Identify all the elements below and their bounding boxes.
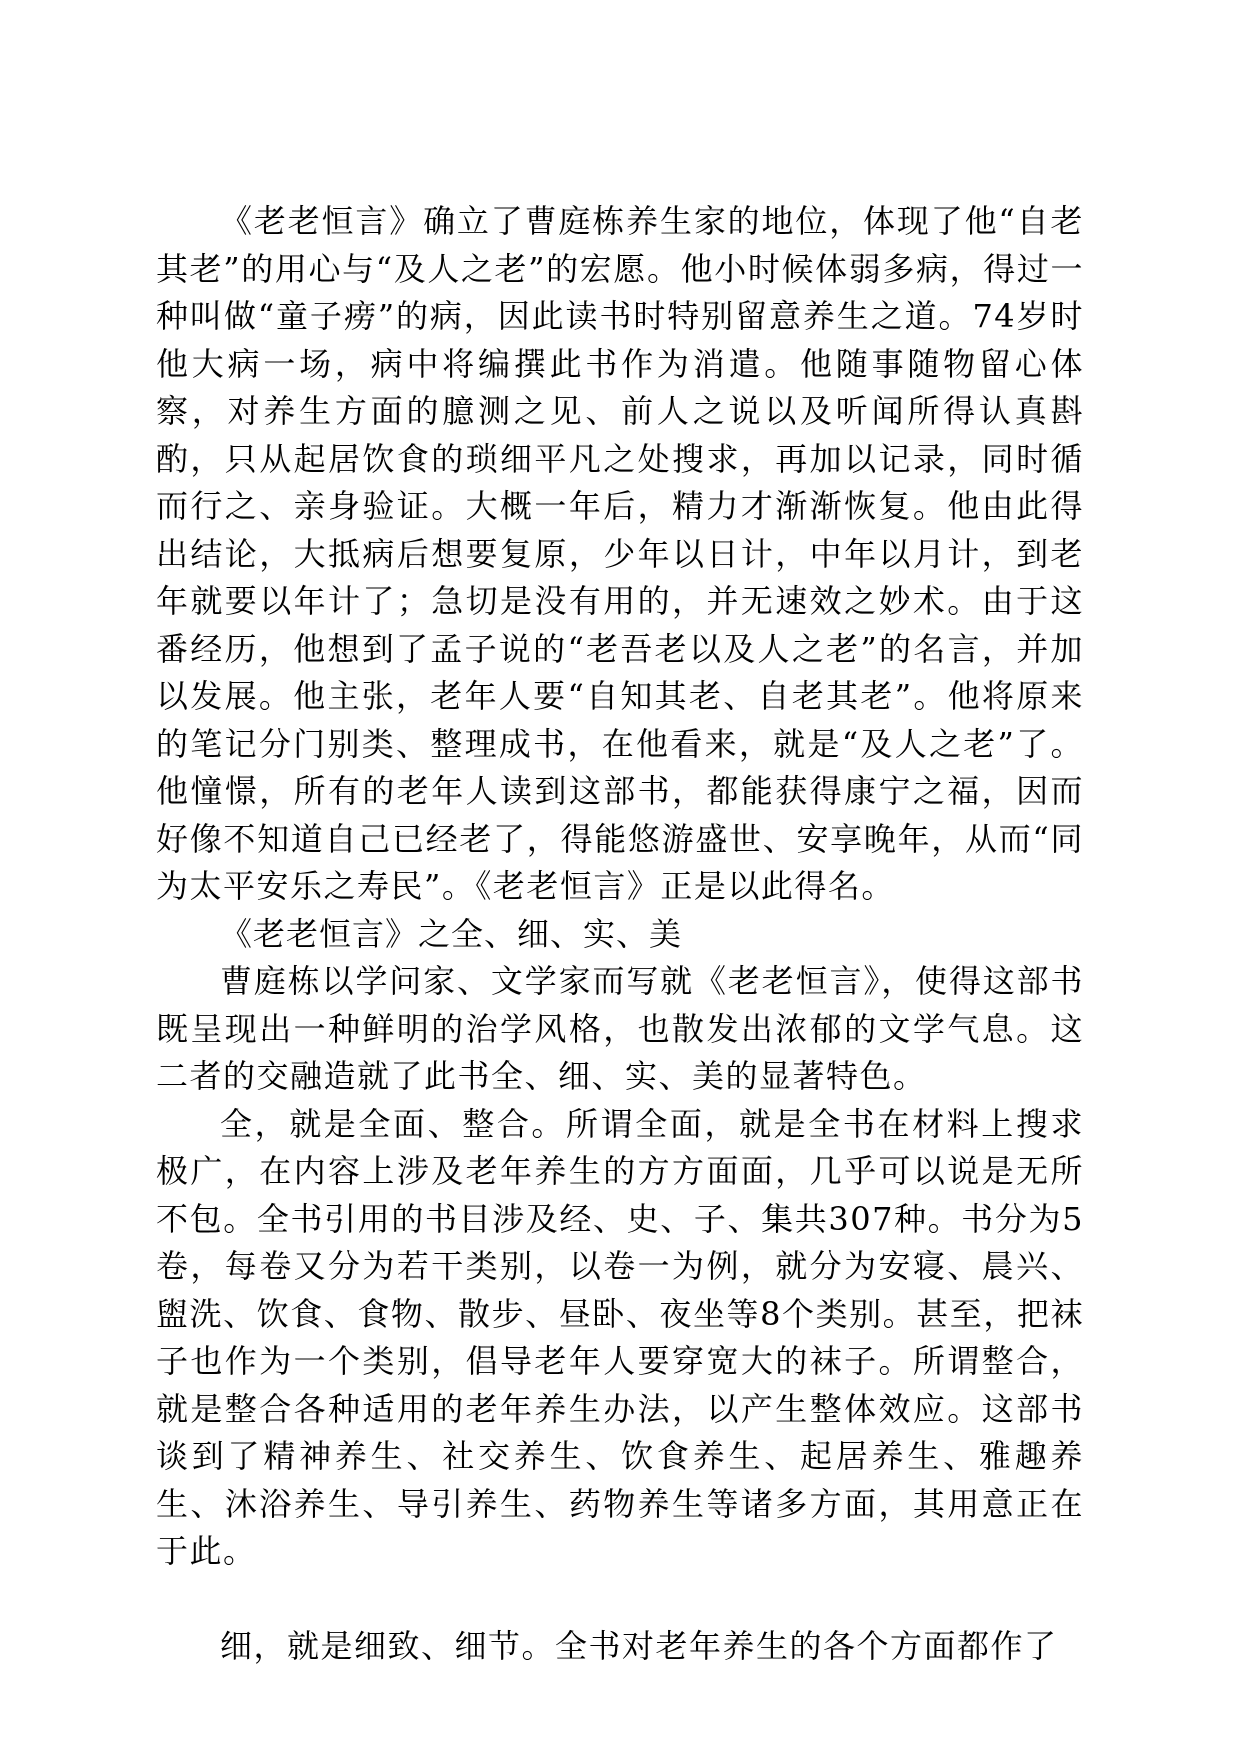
body-paragraph-4: 细，就是细致、细节。全书对老年养生的各个方面都作了 (220, 1626, 1058, 1665)
body-paragraph-1: 《老老恒言》确立了曹庭栋养生家的地位，体现了他“自老其老”的用心与“及人之老”的宏愿。他小时候体弱多病，得过一种叫做“童子痨”的病，因此读书时特别留意养生之道。74岁时他大病一场，病中将编撰此书作为消遣。他随事随物留心体察，对养生方面的臆测之见、前人之说以及听闻所得认真斟酌，只从起居饮食的琐细平凡之处搜求，再加以记录，同时循而行之、亲身验证。大概一年后，精力才渐渐恢复。他由此得出结论，大抵病后想要复原，少年以日计，中年以月计，到老年就要以年计了；急切是没有用的，并无速效之妙术。由于这番经历，他想到了孟子说的“老吾老以及人之老”的名言，并加以发展。他主张，老年人要“自知其老、自老其老”。他将原来的笔记分门别类、整理成书，在他看来，就是“及人之老”了。他憧憬，所有的老年人读到这部书，都能获得康宁之福，因而好像不知道自己已经老了，得能悠游盛世、安享晚年，从而“同为太平安乐之寿民”。《老老恒言》正是以此得名。 (156, 202, 1084, 905)
body-paragraph-3: 全，就是全面、整合。所谓全面，就是全书在材料上搜求极广，在内容上涉及老年养生的方方面面，几乎可以说是无所不包。全书引用的书目涉及经、史、子、集共307种。书分为5卷，每卷又分为若干类别，以卷一为例，就分为安寝、晨兴、盥洗、饮食、食物、散步、昼卧、夜坐等8个类别。甚至，把袜子也作为一个类别，倡导老年人要穿宽大的袜子。所谓整合，就是整合各种适用的老年养生办法，以产生整体效应。这部书谈到了精神养生、社交养生、饮食养生、起居养生、雅趣养生、沐浴养生、导引养生、药物养生等诸多方面，其用意正在于此。 (156, 1104, 1084, 1570)
section-heading: 《老老恒言》之全、细、实、美 (220, 914, 683, 953)
paragraph-spacer (156, 1576, 1084, 1623)
document-page (156, 198, 1084, 1670)
body-paragraph-2: 曹庭栋以学问家、文学家而写就《老老恒言》，使得这部书既呈现出一种鲜明的治学风格，也散发出浓郁的文学气息。这二者的交融造就了此书全、细、实、美的显著特色。 (156, 962, 1084, 1095)
